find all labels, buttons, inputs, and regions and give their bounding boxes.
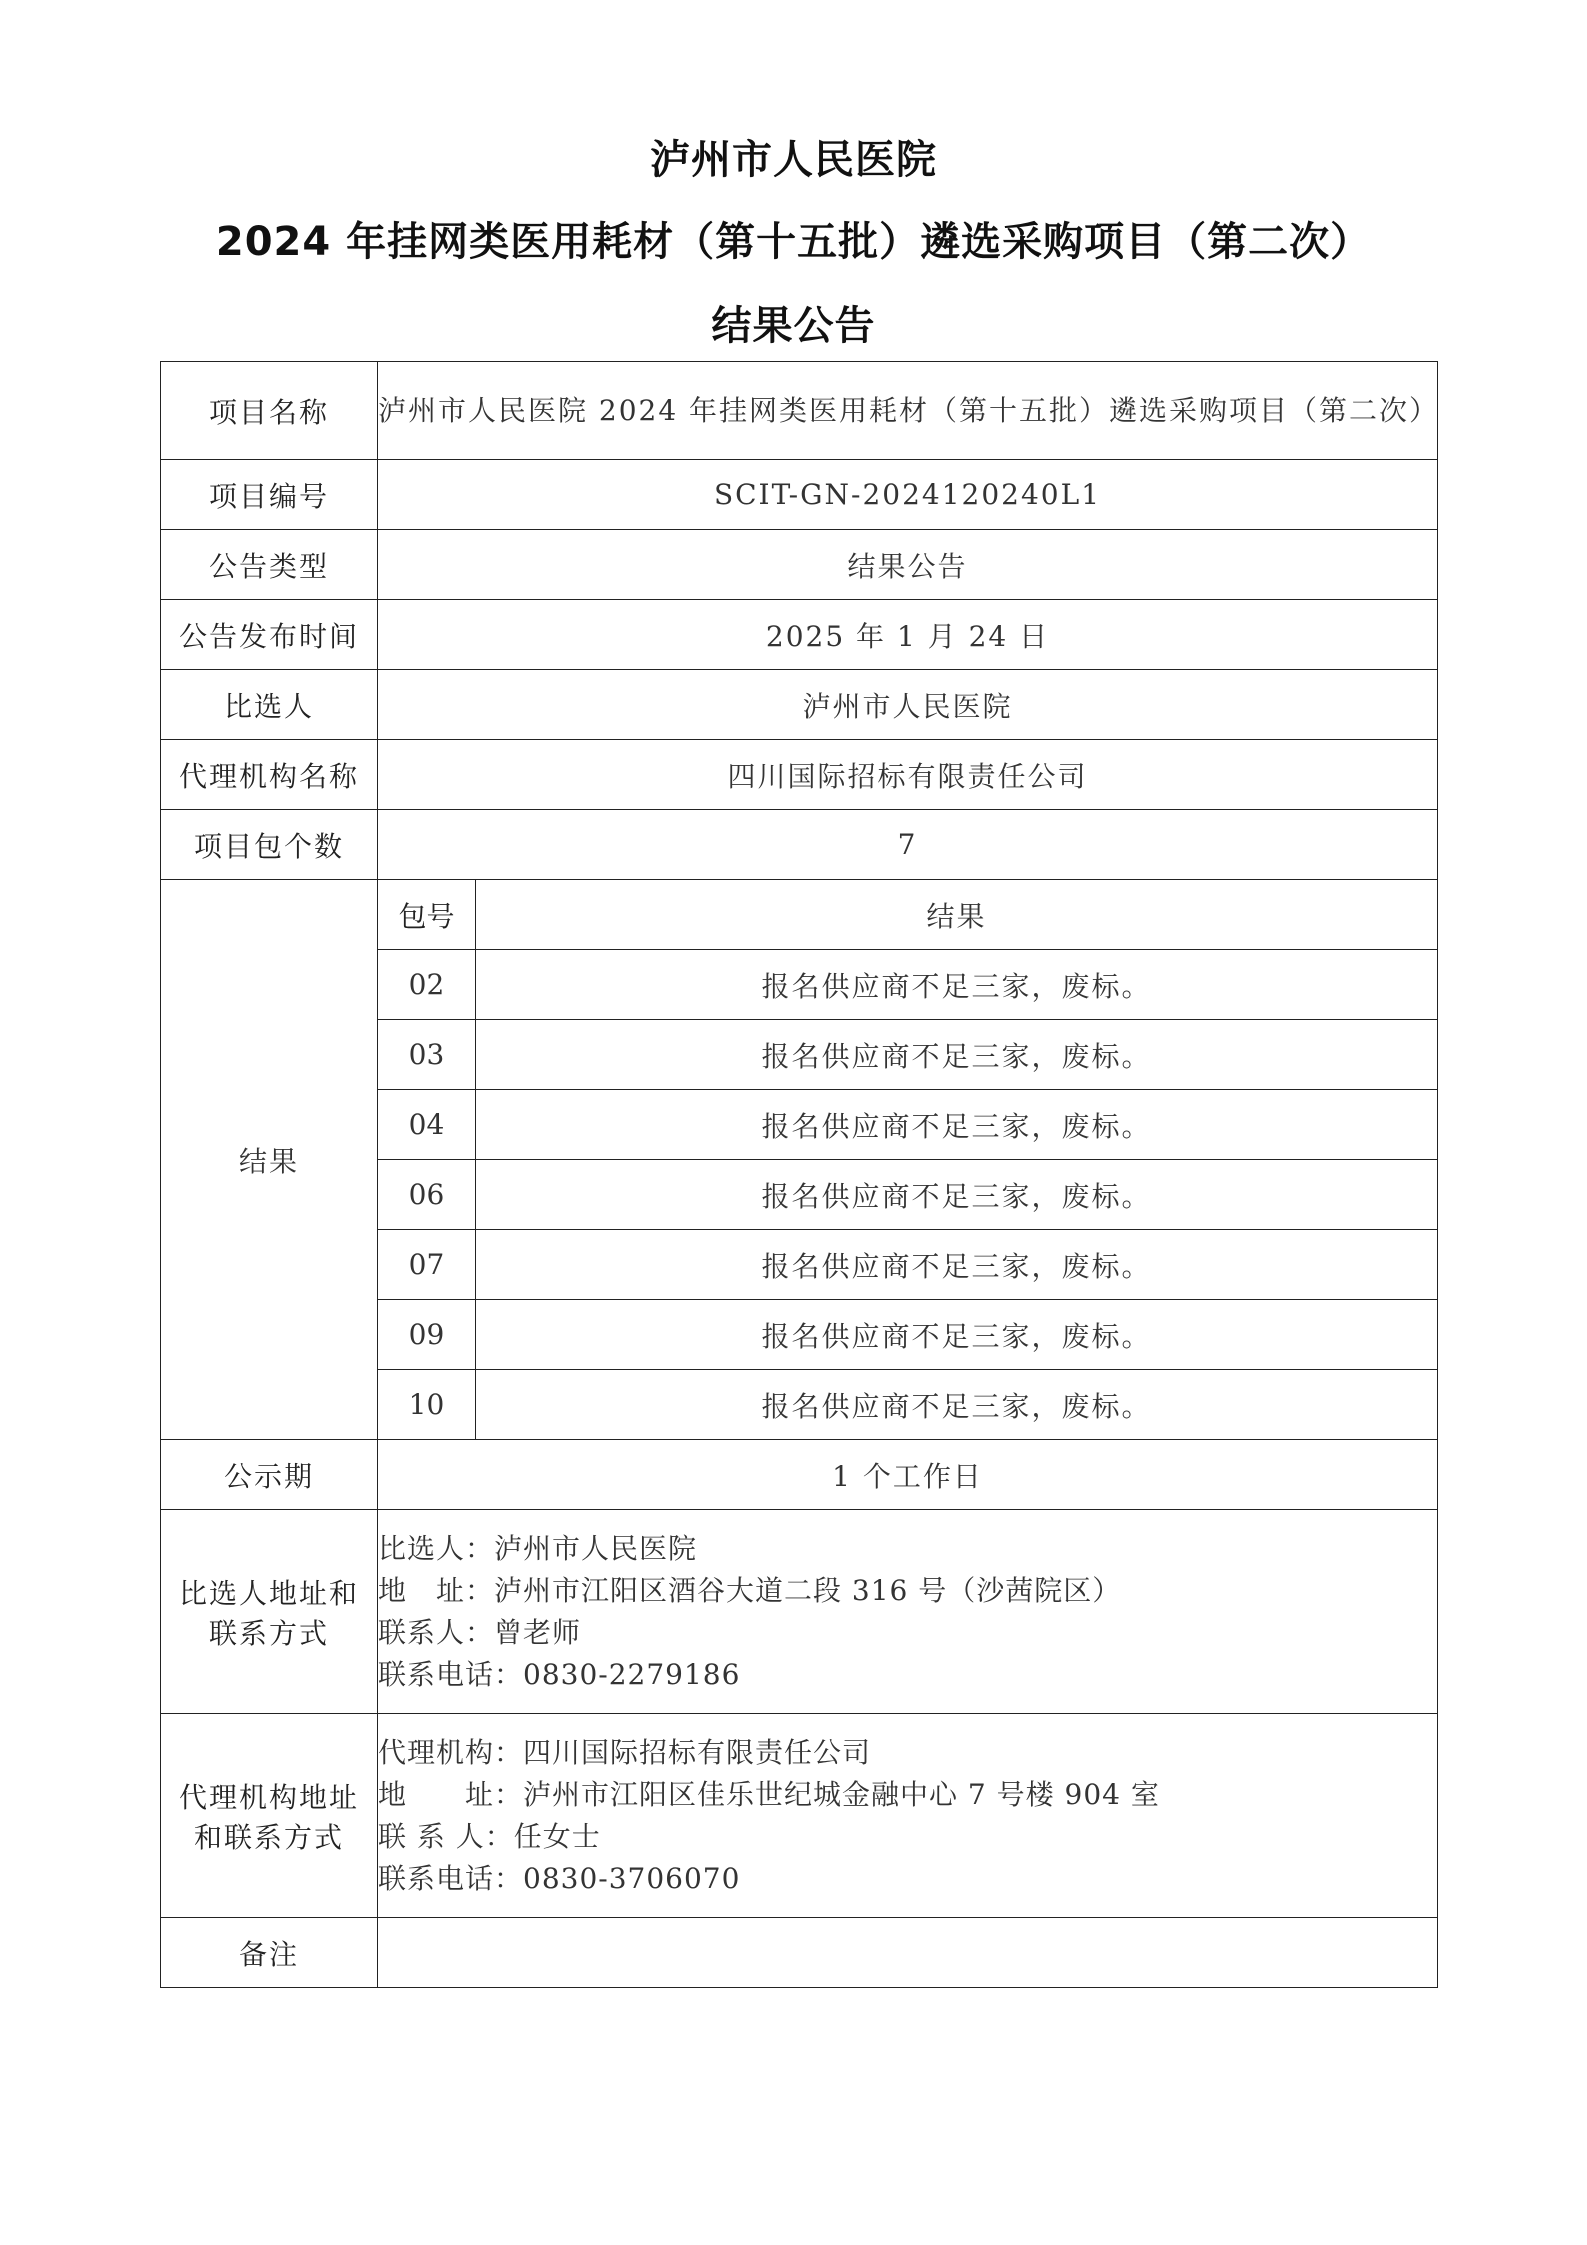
publicity-value: 1 个工作日	[378, 1440, 1438, 1510]
agency-contact-label-line-2: 和联系方式	[193, 1820, 344, 1854]
package-no: 10	[378, 1370, 476, 1440]
agency-contact-label	[161, 1714, 378, 1918]
package-no: 02	[378, 950, 476, 1020]
selector-contact-address: 地 址：泸州市江阳区酒谷大道二段 316 号（沙茜院区）	[378, 1573, 1122, 1607]
selector-value: 泸州市人民医院	[378, 670, 1438, 740]
selector-contact-phone: 联系电话：0830-2279186	[378, 1657, 741, 1691]
row-project-name	[161, 362, 1438, 460]
package-result: 报名供应商不足三家，废标。	[476, 1160, 1438, 1230]
package-result: 报名供应商不足三家，废标。	[476, 950, 1438, 1020]
selector-contact-info	[378, 1510, 1438, 1714]
package-no: 04	[378, 1090, 476, 1160]
project-no-value: SCIT-GN-2024120240L1	[378, 460, 1438, 530]
notice-type-label: 公告类型	[161, 530, 378, 600]
row-notice-type	[161, 530, 1438, 600]
row-selector	[161, 670, 1438, 740]
title-line-2: 2024 年挂网类医用耗材（第十五批）遴选采购项目（第二次）	[215, 219, 1372, 265]
title-line-3: 结果公告	[711, 303, 876, 349]
notice-type-value: 结果公告	[378, 530, 1438, 600]
package-no: 07	[378, 1230, 476, 1300]
agency-contact-phone: 联系电话：0830-3706070	[378, 1861, 741, 1895]
remark-label: 备注	[161, 1918, 378, 1988]
row-remark	[161, 1918, 1438, 1988]
result-header: 结果	[476, 880, 1438, 950]
result-label: 结果	[161, 880, 378, 1440]
agency-contact-label-line-1: 代理机构地址	[178, 1780, 359, 1814]
project-name-value: 泸州市人民医院 2024 年挂网类医用耗材（第十五批）遴选采购项目（第二次）	[378, 362, 1438, 460]
row-publicity	[161, 1440, 1438, 1510]
project-name-label: 项目名称	[161, 362, 378, 460]
selector-label: 比选人	[161, 670, 378, 740]
agency-label: 代理机构名称	[161, 740, 378, 810]
agency-contact-person: 联 系 人：任女士	[378, 1819, 601, 1853]
publicity-label: 公示期	[161, 1440, 378, 1510]
result-header-row	[161, 880, 1438, 950]
selector-contact-label	[161, 1510, 378, 1714]
row-project-no	[161, 460, 1438, 530]
selector-contact-label-line-1: 比选人地址和	[178, 1576, 359, 1610]
package-count-label: 项目包个数	[161, 810, 378, 880]
package-result: 报名供应商不足三家，废标。	[476, 1090, 1438, 1160]
title-line-1: 泸州市人民医院	[650, 137, 937, 183]
row-selector-contact	[161, 1510, 1438, 1714]
publish-time-value: 2025 年 1 月 24 日	[378, 600, 1438, 670]
project-no-label: 项目编号	[161, 460, 378, 530]
row-agency-contact	[161, 1714, 1438, 1918]
publish-time-label: 公告发布时间	[161, 600, 378, 670]
package-result: 报名供应商不足三家，废标。	[476, 1020, 1438, 1090]
package-no: 03	[378, 1020, 476, 1090]
package-no: 06	[378, 1160, 476, 1230]
agency-value: 四川国际招标有限责任公司	[378, 740, 1438, 810]
row-publish-time	[161, 600, 1438, 670]
package-no-header: 包号	[378, 880, 476, 950]
agency-contact-info	[378, 1714, 1438, 1918]
selector-contact-person: 联系人：曾老师	[378, 1615, 582, 1649]
announcement-table	[160, 361, 1438, 1988]
package-result: 报名供应商不足三家，废标。	[476, 1300, 1438, 1370]
row-package-count	[161, 810, 1438, 880]
selector-contact-label-line-2: 联系方式	[208, 1616, 329, 1650]
row-agency	[161, 740, 1438, 810]
package-result: 报名供应商不足三家，废标。	[476, 1230, 1438, 1300]
remark-value	[378, 1918, 1438, 1988]
agency-contact-name: 代理机构：四川国际招标有限责任公司	[378, 1735, 872, 1769]
selector-contact-name: 比选人：泸州市人民医院	[378, 1531, 698, 1565]
package-no: 09	[378, 1300, 476, 1370]
agency-contact-address: 地 址：泸州市江阳区佳乐世纪城金融中心 7 号楼 904 室	[378, 1777, 1160, 1811]
package-count-value: 7	[378, 810, 1438, 880]
package-result: 报名供应商不足三家，废标。	[476, 1370, 1438, 1440]
